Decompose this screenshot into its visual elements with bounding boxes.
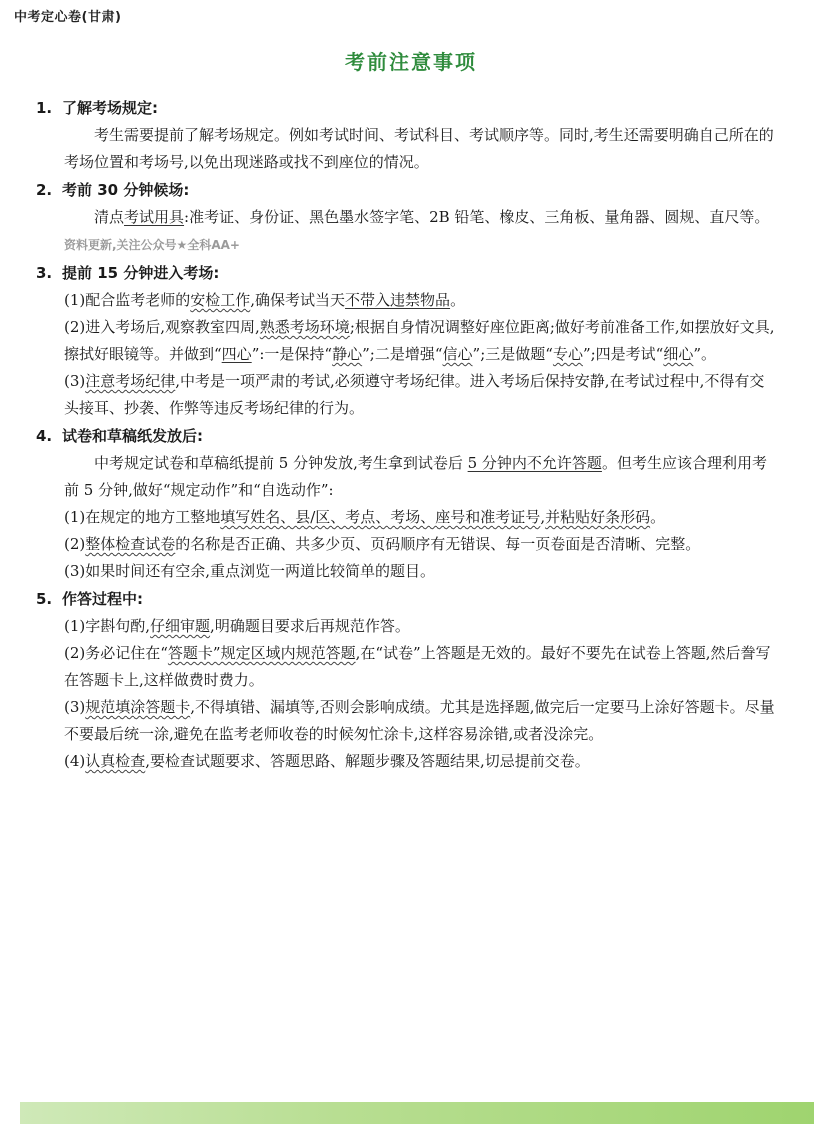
- emphasis-text: 认真检查: [85, 752, 146, 770]
- text: (3): [64, 698, 86, 716]
- text: (4): [64, 752, 86, 770]
- text: ,: [540, 508, 546, 526]
- text: ,要检查试题要求、答题思路、解题步骤及答题结果,切忌提前交卷。: [145, 752, 590, 770]
- text: ”;三是做题“: [472, 345, 553, 363]
- footer-decoration-bar: [20, 1102, 814, 1124]
- section-4-item-2: [36, 531, 776, 558]
- text: (1)配合监考老师的: [64, 291, 191, 309]
- section-number: 4.: [36, 427, 53, 445]
- text: ,在“试卷”上答题是无效的。最好不要先在试卷上答题,然后誊写在答题卡上,这样做费时费力。: [64, 644, 771, 689]
- ad-note: 资料更新,关注公众号★全科AA+: [64, 238, 240, 252]
- text: 。: [650, 508, 666, 526]
- section-4-paragraph: [36, 450, 776, 504]
- notice-content: [36, 94, 776, 775]
- section-5-item-4: [36, 748, 776, 775]
- section-3-heading: [36, 259, 776, 287]
- emphasis-text: 仔细审题: [150, 617, 211, 635]
- section-1-heading: [36, 94, 776, 122]
- emphasis-text: 5 分钟内不允许答题: [467, 454, 602, 472]
- section-4-item-1: [36, 504, 776, 531]
- text: ,中考是一项严肃的考试,必须遵守考场纪律。进入考场后保持安静,在考试过程中,不得有交头接耳、抄袭、作弊等违反考场纪律的行为。: [64, 372, 765, 417]
- text: ;根据自身情况调整好座位距离;做好考前准备工作,如摆放好文具,擦拭好眼镜等。并做到“: [64, 318, 775, 363]
- text: 中考规定试卷和草稿纸提前 5 分钟发放,考生拿到试卷后: [94, 454, 468, 472]
- section-3-item-2: [36, 314, 776, 368]
- text: (3): [64, 372, 86, 390]
- emphasis-text: 细心: [663, 345, 694, 363]
- emphasis-text: 熟悉考场环境: [259, 318, 350, 336]
- section-title: 试卷和草稿纸发放后:: [62, 427, 203, 445]
- section-title: 作答过程中:: [62, 590, 143, 608]
- text: ”。: [693, 345, 717, 363]
- header-mark: 中考定心卷(甘肃): [14, 10, 122, 25]
- section-number: 1.: [36, 99, 53, 117]
- section-number: 2.: [36, 181, 53, 199]
- page-title: 考前注意事项: [345, 50, 477, 74]
- text: :准考证、身份证、黑色墨水签字笔、2B 铅笔、橡皮、三角板、量角器、圆规、直尺等。: [184, 208, 770, 226]
- emphasis-text: 专心: [552, 345, 583, 363]
- emphasis-text: 静心: [332, 345, 363, 363]
- emphasis-text: 答题卡”规定区域内规范答题: [167, 644, 356, 662]
- emphasis-text: 安检工作: [190, 291, 251, 309]
- emphasis-text: 填写姓名、县/区、考点、考场、座号和准考证号: [220, 508, 541, 526]
- section-3-item-1: [36, 287, 776, 314]
- section-5-item-3: [36, 694, 776, 748]
- text: ,不得填错、漏填等,否则会影响成绩。尤其是选择题,做完后一定要马上涂好答题卡。尽量不要最后统一涂,避免在监考老师收卷的时候匆忙涂卡,这样容易涂错,或者没涂完。: [64, 698, 775, 743]
- text: (1)在规定的地方工整地: [64, 508, 221, 526]
- text: 。: [450, 291, 466, 309]
- section-number: 5.: [36, 590, 53, 608]
- text: (2): [64, 535, 86, 553]
- text: ”;二是增强“: [362, 345, 443, 363]
- section-4-heading: [36, 422, 776, 450]
- text: 清点: [94, 208, 125, 226]
- emphasis-text: 不带入违禁物品: [345, 291, 451, 309]
- section-title: 了解考场规定:: [62, 99, 158, 117]
- section-2-paragraph: [36, 204, 776, 259]
- text: (2)务必记住在“: [64, 644, 168, 662]
- section-1-paragraph: 考生需要提前了解考场规定。例如考试时间、考试科目、考试顺序等。同时,考生还需要明确自己所在的考场位置和考场号,以免出现迷路或找不到座位的情况。: [64, 126, 774, 171]
- emphasis-text: 考试用具: [124, 208, 185, 226]
- section-5-item-1: [36, 613, 776, 640]
- section-5-heading: [36, 585, 776, 613]
- emphasis-text: 整体检查试卷: [85, 535, 176, 553]
- text: 。但考生应该合理利用考前 5 分钟,做好“规定动作”和“自选动作”:: [64, 454, 767, 499]
- text: (1)字斟句酌,: [64, 617, 151, 635]
- emphasis-text: 并粘贴好条形码: [545, 508, 651, 526]
- section-title: 提前 15 分钟进入考场:: [62, 264, 220, 282]
- emphasis-text: 信心: [442, 345, 473, 363]
- section-title: 考前 30 分钟候场:: [62, 181, 190, 199]
- text: (2)进入考场后,观察教室四周,: [64, 318, 260, 336]
- emphasis-text: 四心: [221, 345, 252, 363]
- section-3-item-3: [36, 368, 776, 422]
- emphasis-text: 注意考场纪律: [85, 372, 176, 390]
- text: ,确保考试当天: [250, 291, 346, 309]
- text: 的名称是否正确、共多少页、页码顺序有无错误、每一页卷面是否清晰、完整。: [175, 535, 701, 553]
- section-2-heading: [36, 176, 776, 204]
- text: ”:一是保持“: [251, 345, 333, 363]
- text: ”;四是考试“: [582, 345, 664, 363]
- section-4-item-3: (3)如果时间还有空余,重点浏览一两道比较简单的题目。: [64, 562, 436, 580]
- text: ,明确题目要求后再规范作答。: [210, 617, 410, 635]
- section-5-item-2: [36, 640, 776, 694]
- section-number: 3.: [36, 264, 53, 282]
- emphasis-text: 规范填涂答题卡: [85, 698, 191, 716]
